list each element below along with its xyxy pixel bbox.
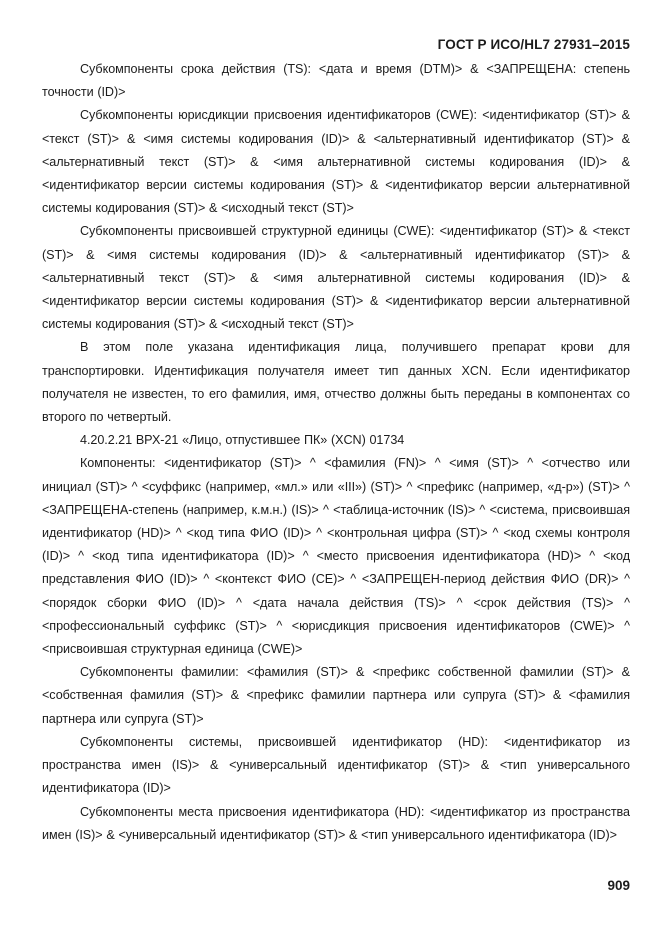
paragraph: Субкомпоненты срока действия (TS): <дата и время (DTM)> & <ЗАПРЕЩЕНА: степень точности (ID)> <box>42 62 630 100</box>
running-header: ГОСТ Р ИСО/HL7 27931–2015 <box>437 37 630 52</box>
paragraph: Субкомпоненты системы, присвоившей идентификатор (HD): <идентификатор из пространства имен (IS)> & <универсальный идентификатор (ST)> & <тип универсального идентификатора (ID)> <box>42 734 630 796</box>
document-body <box>42 58 630 847</box>
paragraph: Субкомпоненты фамилии: <фамилия (ST)> & <префикс собственной фамилии (ST)> & <собственная фамилия (ST)> & <префикс фамилии партнера или супруга (ST)> & <фамилия партнера или супруга (ST)> <box>42 665 630 726</box>
paragraph: Субкомпоненты присвоившей структурной единицы (CWE): <идентификатор (ST)> & <текст (ST)> & <имя системы кодирования (ID)> & <альтернативный идентификатор (ST)> & <альтернативный текст (ST)> & <имя альтернативной системы кодирования (ID)> & <идентификатор версии системы кодирования (ST)> & <идентификатор версии альтернативной системы кодирования (ST)> & <исходный текст (ST)> <box>42 224 630 332</box>
section-heading: 4.20.2.21 ВРХ-21 «Лицо, отпустившее ПК» (XCN) 01734 <box>80 433 405 448</box>
paragraph: Субкомпоненты юрисдикции присвоения идентификаторов (CWE): <идентификатор (ST)> & <текст (ST)> & <имя системы кодирования (ID)> & <альтернативный идентификатор (ST)> & <альтернативный текст (ST)> & <имя альтернативной системы кодирования (ID)> & <идентификатор версии системы кодирования (ST)> & <идентификатор версии альтернативной системы кодирования (ST)> & <исходный текст (ST)> <box>42 108 630 216</box>
paragraph: Компоненты: <идентификатор (ST)> ^ <фамилия (FN)> ^ <имя (ST)> ^ <отчество или инициал (ST)> ^ <суффикс (например, «мл.» или «III») (ST)> ^ <префикс (например, «д-р») (ST)> ^ <ЗАПРЕЩЕНА-степень (например, к.м.н.) (IS)> ^ <таблица-источник (IS)> ^ <система, присвоившая идентификатор (HD)> ^ <код типа ФИО (ID)> ^ <контрольная цифра (ST)> ^ <код схемы контроля (ID)> ^ <код типа идентификатора (ID)> ^ <место присвоения идентификатора (HD)> ^ <код представления ФИО (ID)> ^ <контекст ФИО (CE)> ^ <ЗАПРЕЩЕН-период действия ФИО (DR)> ^ <порядок сборки ФИО (ID)> ^ <дата начала действия (TS)> ^ <срок действия (TS)> ^ <профессиональный суффикс (ST)> ^ <юрисдикция присвоения идентификаторов (CWE)> ^ <присвоившая структурная единица (CWE)> <box>42 456 630 657</box>
paragraph: Субкомпоненты места присвоения идентификатора (HD): <идентификатор из пространства имен (IS)> & <универсальный идентификатор (ST)> & <тип универсального идентификатора (ID)> <box>42 804 630 842</box>
page-number: 909 <box>607 878 630 893</box>
paragraph: В этом поле указана идентификация лица, получившего препарат крови для транспортировки. Идентификация получателя имеет тип данных XCN. Если идентификатор получателя не известен, то его фамилия, имя, отчество должны быть переданы в компонентах со второго по четвертый. <box>42 340 630 425</box>
